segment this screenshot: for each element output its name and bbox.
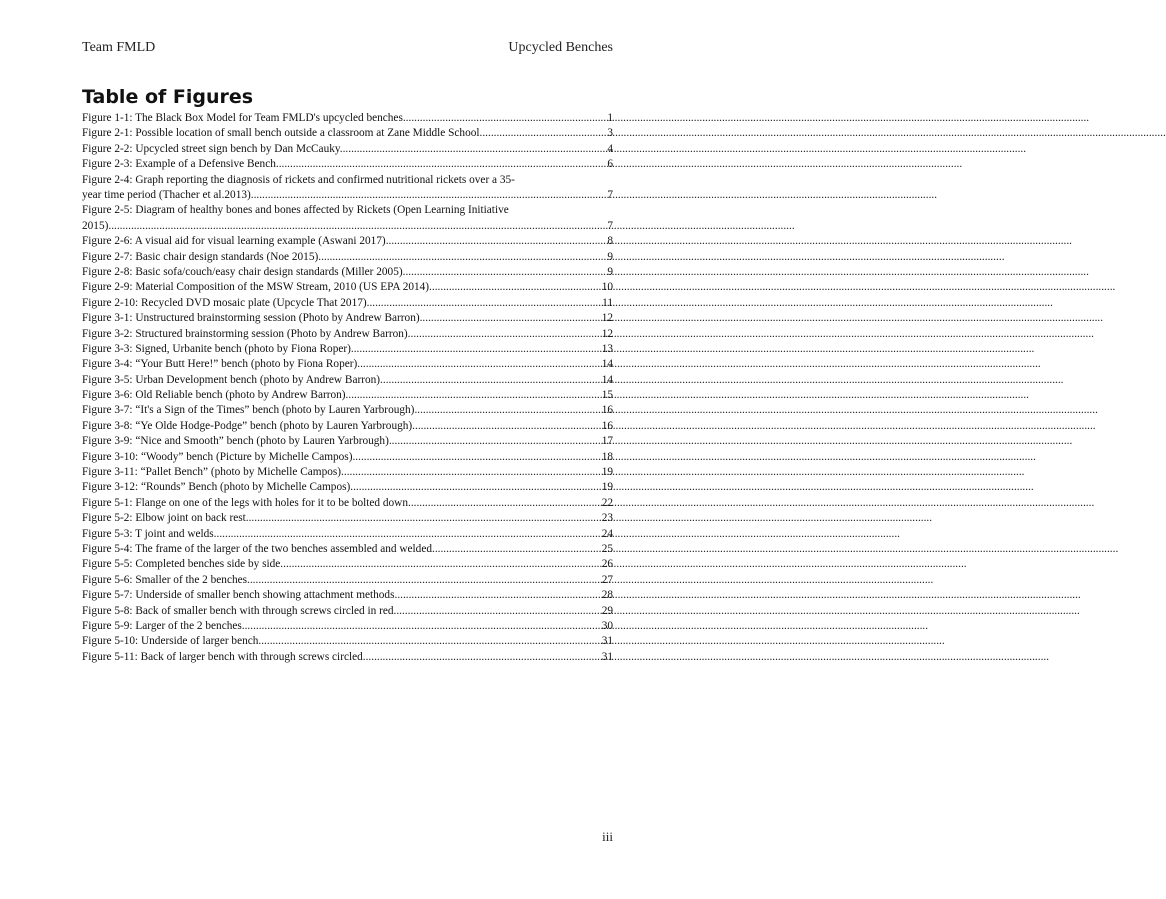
toc-entry[interactable]	[82, 419, 613, 434]
toc-entry-page: 13	[601, 342, 613, 355]
dot-leader	[420, 311, 601, 326]
toc-entry-page: 7	[607, 219, 613, 232]
toc-entry[interactable]	[82, 157, 613, 172]
toc-entry-page: 9	[607, 265, 613, 278]
toc-entry[interactable]	[82, 311, 613, 326]
toc-entry[interactable]	[82, 373, 613, 388]
dot-leader	[411, 327, 601, 342]
toc-entry-page: 19	[601, 466, 613, 479]
toc-entry-page: 24	[601, 527, 613, 540]
toc-entry-text: Figure 5-6: Smaller of the 2 benches.	[82, 573, 250, 586]
toc-entry-text: Figure 3-3: Signed, Urbanite bench (photo by Fiona Roper)	[82, 342, 351, 355]
toc-entry[interactable]	[82, 142, 613, 157]
toc-entry-text: Figure 3-12: “Rounds” Bench (photo by Michelle Campos)	[82, 481, 351, 494]
toc-entry[interactable]	[82, 357, 613, 372]
dot-leader	[389, 234, 607, 249]
toc-entry-page: 17	[601, 435, 613, 448]
toc-entry[interactable]	[82, 619, 613, 634]
toc-entry-page: 11	[602, 296, 613, 309]
toc-entry-page: 9	[607, 250, 613, 263]
toc-entry-page: 28	[601, 589, 613, 602]
toc-entry-page: 10	[601, 281, 613, 294]
dot-leader	[343, 142, 607, 157]
dot-leader	[405, 265, 606, 280]
toc-entry[interactable]	[82, 265, 613, 280]
dot-leader	[396, 604, 600, 619]
toc-entry[interactable]	[82, 342, 613, 357]
toc-entry-page: 4	[607, 142, 613, 155]
toc-entry[interactable]	[82, 250, 613, 265]
page-title: Table of Figures	[82, 86, 254, 108]
dot-leader	[111, 219, 606, 234]
toc-entry-page: 31	[601, 650, 613, 663]
toc-entry-text: Figure 2-10: Recycled DVD mosaic plate (Upcycle That 2017).	[82, 296, 370, 309]
toc-entry[interactable]	[82, 173, 613, 204]
toc-entry-text: Figure 5-7: Underside of smaller bench showing attachment methods.	[82, 589, 398, 602]
toc-entry-page: 3	[607, 127, 613, 140]
toc-entry-text: Figure 1-1: The Black Box Model for Team FMLD's upcycled benches.	[82, 112, 406, 124]
toc-entry-text: Figure 3-6: Old Reliable bench (photo by Andrew Barron)	[82, 389, 346, 402]
toc-entry-page: 12	[601, 327, 613, 340]
toc-entry-page: 14	[601, 373, 613, 386]
toc-entry-page: 26	[601, 558, 613, 571]
table-of-figures-list	[82, 111, 613, 665]
toc-entry[interactable]	[82, 234, 613, 249]
toc-entry-page: 29	[601, 604, 613, 617]
toc-entry[interactable]	[82, 296, 613, 311]
dot-leader	[217, 527, 601, 542]
toc-entry[interactable]	[82, 588, 613, 603]
toc-entry-text: Figure 3-11: “Pallet Bench” (photo by Michelle Campos)	[82, 466, 342, 479]
dot-leader	[432, 280, 601, 295]
running-header-right: Upcycled Benches	[508, 40, 613, 55]
dot-leader	[250, 573, 601, 588]
dot-leader	[380, 373, 601, 388]
toc-entry-continuation	[82, 219, 613, 234]
toc-entry-text: Figure 5-8: Back of smaller bench with through screws circled in red.	[82, 604, 397, 617]
toc-entry-page: 6	[607, 158, 613, 171]
toc-entry[interactable]	[82, 650, 613, 665]
toc-entry[interactable]	[82, 557, 613, 572]
toc-entry-page: 12	[601, 312, 613, 325]
dot-leader	[482, 126, 606, 141]
toc-entry[interactable]	[82, 496, 613, 511]
toc-entry-text: Figure 3-8: “Ye Olde Hodge-Podge” bench (photo by Lauren Yarbrough)	[82, 419, 413, 432]
toc-entry-text: Figure 3-4: “Your Butt Here!” bench (photo by Fiona Roper)	[82, 358, 358, 371]
toc-entry-text: Figure 5-5: Completed benches side by side.	[82, 558, 284, 571]
dot-leader	[357, 357, 600, 372]
toc-entry[interactable]	[82, 465, 613, 480]
dot-leader	[435, 542, 601, 557]
toc-entry[interactable]	[82, 542, 613, 557]
toc-entry-text: Figure 2-2: Upcycled street sign bench by Dan McCauky.	[82, 142, 343, 155]
toc-entry[interactable]	[82, 634, 613, 649]
toc-entry-page: 31	[601, 635, 613, 648]
dot-leader	[411, 496, 601, 511]
toc-entry-text: Figure 2-8: Basic sofa/couch/easy chair design standards (Miller 2005).	[82, 265, 406, 278]
toc-entry-page: 22	[601, 496, 613, 509]
toc-entry-page: 25	[601, 543, 613, 555]
toc-entry[interactable]	[82, 480, 613, 495]
toc-entry-text: Figure 5-11: Back of larger bench with through screws circled.	[82, 650, 366, 663]
toc-entry-page: 7	[607, 188, 613, 201]
dot-leader	[254, 188, 607, 203]
dot-leader	[366, 650, 601, 665]
toc-entry-text: Figure 3-10: “Woody” bench (Picture by Michelle Campos)	[82, 450, 353, 463]
toc-entry-text: Figure 3-1: Unstructured brainstorming session (Photo by Andrew Barron)	[82, 312, 420, 325]
dot-leader	[283, 557, 601, 572]
toc-entry-text: Figure 5-3: T joint and welds.	[82, 527, 217, 540]
dot-leader	[397, 588, 600, 603]
toc-entry-page: 19	[601, 481, 613, 494]
toc-entry[interactable]	[82, 327, 613, 342]
toc-entry[interactable]	[82, 511, 613, 526]
dot-leader	[350, 480, 600, 495]
toc-entry-page: 15	[601, 389, 613, 402]
dot-leader	[389, 434, 601, 449]
toc-entry-page: 1	[607, 112, 613, 124]
toc-entry-page: 14	[601, 358, 613, 371]
toc-entry-text: Figure 2-7: Basic chair design standards (Noe 2015).	[82, 250, 322, 263]
toc-entry-text: Figure 3-7: “It's a Sign of the Times” bench (photo by Lauren Yarbrough)	[82, 404, 415, 417]
toc-entry-continuation	[82, 188, 613, 203]
toc-entry-text: Figure 2-4: Graph reporting the diagnosis of rickets and confirmed nutritional rickets over a 35-	[82, 173, 515, 186]
dot-leader	[321, 250, 606, 265]
toc-entry[interactable]	[82, 527, 613, 542]
toc-entry-text-continued: 2015).	[82, 219, 112, 232]
dot-leader	[369, 296, 601, 311]
toc-entry-text-continued: year time period (Thacher et al.2013).	[82, 188, 254, 201]
toc-entry-text: Figure 5-4: The frame of the larger of the two benches assembled and welded.	[82, 543, 435, 555]
toc-entry-text: Figure 2-3: Example of a Defensive Bench.	[82, 158, 279, 171]
toc-entry-page: 18	[601, 450, 613, 463]
toc-entry-page: 16	[601, 404, 613, 417]
dot-leader	[351, 342, 601, 357]
dot-leader	[245, 619, 601, 634]
dot-leader	[261, 634, 600, 649]
dot-leader	[279, 157, 607, 172]
toc-entry-text: Figure 3-2: Structured brainstorming session (Photo by Andrew Barron).	[82, 327, 411, 340]
toc-entry[interactable]	[82, 126, 613, 141]
toc-entry[interactable]	[82, 450, 613, 465]
toc-entry-text: Figure 5-2: Elbow joint on back rest.	[82, 512, 249, 525]
toc-entry[interactable]	[82, 604, 613, 619]
toc-entry[interactable]	[82, 111, 613, 126]
toc-entry-page: 27	[601, 573, 613, 586]
running-header-left: Team FMLD	[82, 40, 156, 55]
toc-entry-text: Figure 2-5: Diagram of healthy bones and bones affected by Rickets (Open Learning Initiative	[82, 204, 509, 217]
page-number: iii	[602, 829, 613, 844]
toc-entry[interactable]	[82, 388, 613, 403]
toc-entry-text: Figure 5-1: Flange on one of the legs with holes for it to be bolted down.	[82, 496, 411, 509]
toc-entry-page: 8	[607, 235, 613, 248]
toc-entry-text: Figure 3-5: Urban Development bench (photo by Andrew Barron)	[82, 373, 381, 386]
toc-entry[interactable]	[82, 573, 613, 588]
dot-leader	[412, 419, 601, 434]
toc-entry-page: 30	[601, 619, 613, 632]
toc-entry[interactable]	[82, 403, 613, 418]
dot-leader	[414, 403, 600, 418]
toc-entry[interactable]	[82, 280, 613, 295]
toc-entry-text: Figure 5-9: Larger of the 2 benches.	[82, 619, 245, 632]
toc-entry[interactable]	[82, 434, 613, 449]
toc-entry-text: Figure 2-1: Possible location of small bench outside a classroom at Zane Middle School.	[82, 127, 483, 140]
dot-leader	[341, 465, 601, 480]
toc-entry-text: Figure 2-9: Material Composition of the MSW Stream, 2010 (US EPA 2014).	[82, 281, 432, 294]
toc-entry-text: Figure 3-9: “Nice and Smooth” bench (photo by Lauren Yarbrough)	[82, 435, 389, 448]
dot-leader	[406, 111, 607, 126]
toc-entry-text: Figure 2-6: A visual aid for visual learning example (Aswani 2017).	[82, 235, 389, 248]
dot-leader	[249, 511, 601, 526]
dot-leader	[346, 388, 601, 403]
toc-entry[interactable]	[82, 203, 613, 234]
toc-entry-text: Figure 5-10: Underside of larger bench.	[82, 635, 262, 648]
toc-entry-page: 23	[601, 512, 613, 525]
dot-leader	[352, 450, 600, 465]
toc-entry-page: 16	[601, 419, 613, 432]
